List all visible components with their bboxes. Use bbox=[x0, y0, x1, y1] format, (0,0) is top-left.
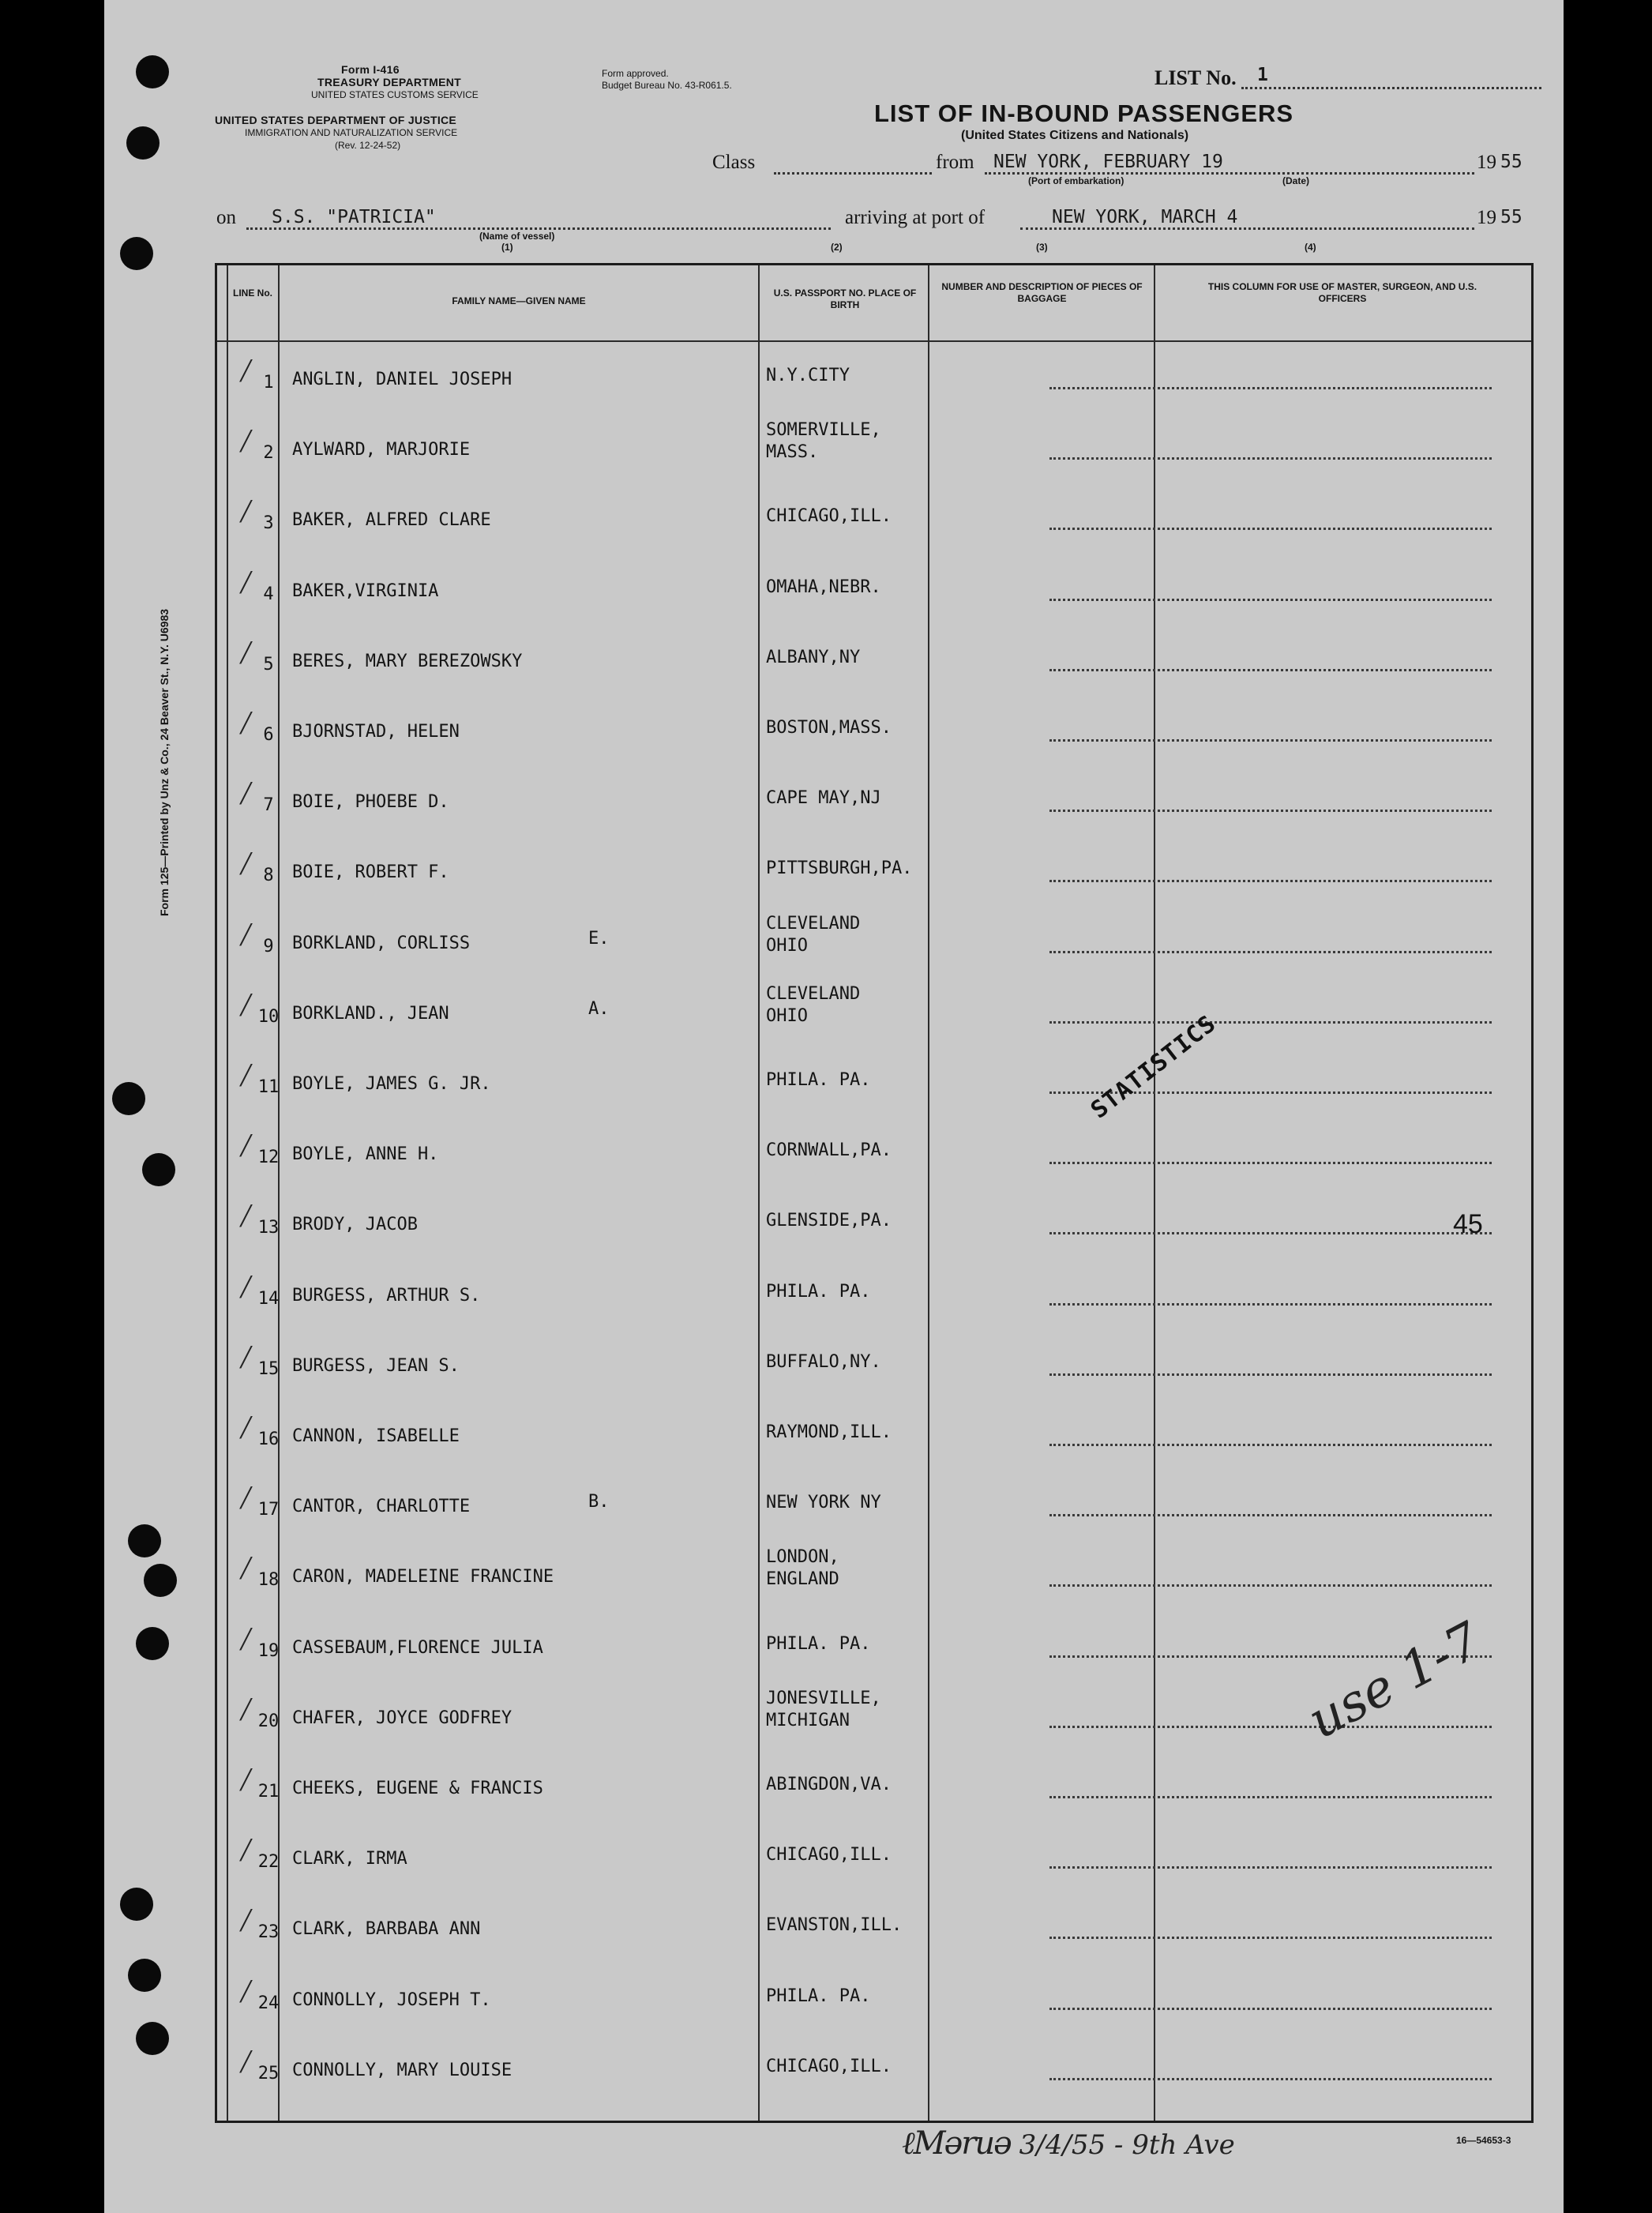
signature bbox=[902, 2125, 1235, 2162]
birthplace: NEW YORK NY bbox=[766, 1493, 881, 1513]
vessel-dots bbox=[246, 227, 831, 230]
from-year-prefix: 19 bbox=[1477, 152, 1496, 173]
check-mark: / bbox=[241, 1762, 250, 1798]
birthplace: CAPE MAY,NJ bbox=[766, 788, 881, 809]
footer-code: 16—54653-3 bbox=[1456, 2135, 1511, 2146]
passenger-name: CANNON, ISABELLE bbox=[292, 1426, 460, 1446]
row-dotted-line bbox=[1049, 599, 1492, 601]
from-year-suffix: 55 bbox=[1500, 152, 1522, 172]
passenger-name: CLARK, IRMA bbox=[292, 1849, 407, 1869]
punch-hole bbox=[126, 126, 160, 160]
row-dotted-line bbox=[1049, 1232, 1492, 1234]
line-number: 19 bbox=[257, 1640, 280, 1661]
check-mark: / bbox=[241, 1832, 250, 1869]
line-number: 9 bbox=[263, 936, 274, 956]
check-mark: / bbox=[241, 705, 250, 742]
check-mark: / bbox=[241, 846, 250, 883]
arriving-dots bbox=[1020, 227, 1474, 230]
row-dotted-line bbox=[1049, 880, 1492, 882]
passenger-name: CARON, MADELEINE FRANCINE bbox=[292, 1567, 554, 1587]
punch-hole bbox=[144, 1564, 177, 1597]
passenger-name: CASSEBAUM,FLORENCE JULIA bbox=[292, 1637, 543, 1658]
row-dotted-line bbox=[1049, 951, 1492, 953]
passenger-name: CLARK, BARBABA ANN bbox=[292, 1919, 481, 1940]
line-number: 17 bbox=[257, 1500, 280, 1520]
table-row bbox=[217, 2035, 1531, 2105]
table-row bbox=[217, 1119, 1531, 1189]
line-number: 23 bbox=[257, 1922, 280, 1943]
from-label: from bbox=[936, 152, 974, 173]
passenger-name: BOIE, PHOEBE D. bbox=[292, 792, 449, 813]
birthplace: GLENSIDE,PA. bbox=[766, 1211, 892, 1231]
row-dotted-line bbox=[1049, 387, 1492, 389]
check-mark: / bbox=[241, 776, 250, 813]
check-mark: / bbox=[241, 1973, 250, 2010]
birthplace: JONESVILLE, MICHIGAN bbox=[766, 1688, 881, 1730]
line-number: 25 bbox=[257, 2063, 280, 2083]
passenger-name: BURGESS, JEAN S. bbox=[292, 1355, 460, 1376]
birthplace: BOSTON,MASS. bbox=[766, 718, 892, 738]
passenger-name: CANTOR, CHARLOTTE bbox=[292, 1497, 471, 1517]
birthplace: EVANSTON,ILL. bbox=[766, 1915, 903, 1936]
row-dotted-line bbox=[1049, 1796, 1492, 1798]
table-row bbox=[217, 1049, 1531, 1118]
check-mark: / bbox=[241, 564, 250, 601]
side-print: Form 125—Printed by Unz & Co., 24 Beaver St., N.Y. U6983 bbox=[158, 608, 171, 916]
arrive-year-prefix: 19 bbox=[1477, 207, 1496, 228]
punch-hole bbox=[136, 55, 169, 88]
table-row bbox=[217, 767, 1531, 836]
table-row bbox=[217, 1965, 1531, 2035]
check-mark: / bbox=[241, 1268, 250, 1306]
line-number: 18 bbox=[257, 1570, 280, 1591]
signature-scrawl: ℓMəruə bbox=[902, 2125, 1011, 2162]
vessel-col-num: (1) bbox=[501, 242, 513, 253]
birthplace: OMAHA,NEBR. bbox=[766, 577, 881, 597]
page-subtitle: (United States Citizens and Nationals) bbox=[961, 129, 1189, 142]
row-dotted-line bbox=[1049, 457, 1492, 460]
birthplace: CHICAGO,ILL. bbox=[766, 1845, 892, 1865]
list-no-value: 1 bbox=[1257, 65, 1268, 85]
birthplace: CORNWALL,PA. bbox=[766, 1140, 892, 1161]
passenger-name: BRODY, JACOB bbox=[292, 1215, 418, 1235]
table-row bbox=[217, 1401, 1531, 1471]
line-number: 15 bbox=[257, 1358, 280, 1379]
table-row bbox=[217, 979, 1531, 1048]
line-number: 2 bbox=[263, 443, 274, 464]
row-dotted-line bbox=[1049, 810, 1492, 812]
table-row bbox=[217, 1542, 1531, 1611]
line-number: 7 bbox=[263, 795, 274, 816]
line-number: 13 bbox=[257, 1218, 280, 1238]
table-row bbox=[217, 837, 1531, 907]
table-row bbox=[217, 908, 1531, 978]
passenger-name: BORKLAND., JEAN bbox=[292, 1003, 449, 1024]
passenger-name: BURGESS, ARTHUR S. bbox=[292, 1285, 481, 1306]
row-dotted-line bbox=[1049, 1584, 1492, 1587]
birthplace: PHILA. PA. bbox=[766, 1633, 871, 1654]
check-mark: / bbox=[241, 1691, 250, 1728]
statistics-stamp: STATISTICS bbox=[1086, 1009, 1222, 1125]
passenger-name: BOYLE, JAMES G. JR. bbox=[292, 1074, 491, 1094]
signature-date: 3/4/55 - 9th Ave bbox=[1019, 2129, 1235, 2161]
passenger-name: AYLWARD, MARJORIE bbox=[292, 440, 471, 460]
list-no-dots bbox=[1241, 87, 1541, 89]
birthplace: RAYMOND,ILL. bbox=[766, 1422, 892, 1442]
birthplace: LONDON, ENGLAND bbox=[766, 1547, 839, 1590]
form-approved: Form approved. bbox=[602, 68, 669, 79]
table-row bbox=[217, 1261, 1531, 1330]
vessel-caption: (Name of vessel) bbox=[479, 231, 555, 242]
row-dotted-line bbox=[1049, 1866, 1492, 1869]
row-dotted-line bbox=[1049, 2078, 1492, 2080]
check-mark: / bbox=[241, 1339, 250, 1376]
col-num-3: (3) bbox=[1036, 242, 1048, 253]
table-row bbox=[217, 1331, 1531, 1400]
row-dotted-line bbox=[1049, 1444, 1492, 1446]
col-header-passport: U.S. PASSPORT NO. PLACE OF BIRTH bbox=[773, 287, 917, 310]
passenger-name: BOIE, ROBERT F. bbox=[292, 862, 449, 883]
table-row bbox=[217, 1753, 1531, 1823]
page-title: LIST OF IN-BOUND PASSENGERS bbox=[874, 100, 1294, 127]
punch-hole bbox=[112, 1082, 145, 1115]
line-number: 12 bbox=[257, 1148, 280, 1168]
middle-initial: B. bbox=[588, 1492, 610, 1512]
passenger-name: CHEEKS, EUGENE & FRANCIS bbox=[292, 1779, 543, 1798]
list-no-label: LIST No. bbox=[1155, 66, 1237, 89]
passenger-name: BAKER,VIRGINIA bbox=[292, 580, 439, 601]
line-number: 1 bbox=[263, 373, 274, 393]
punch-hole bbox=[120, 237, 153, 270]
punch-hole bbox=[136, 2022, 169, 2055]
line-number: 24 bbox=[257, 1993, 280, 2013]
row-dotted-line bbox=[1049, 739, 1492, 742]
check-mark: / bbox=[241, 986, 250, 1024]
table-row bbox=[217, 1613, 1531, 1682]
passenger-table bbox=[215, 263, 1534, 2123]
line-number: 4 bbox=[263, 584, 274, 604]
table-row bbox=[217, 344, 1531, 414]
punch-hole bbox=[128, 1524, 161, 1557]
officer-number: 45 bbox=[1453, 1209, 1483, 1239]
passenger-name: BOYLE, ANNE H. bbox=[292, 1144, 439, 1165]
document-page bbox=[104, 0, 1564, 2213]
on-label: on bbox=[216, 207, 236, 228]
row-dotted-line bbox=[1049, 1021, 1492, 1024]
line-number: 3 bbox=[263, 513, 274, 534]
immigration-service: IMMIGRATION AND NATURALIZATION SERVICE bbox=[245, 127, 458, 138]
port-embarkation-caption: (Port of embarkation) bbox=[1028, 175, 1124, 186]
line-number: 10 bbox=[257, 1006, 280, 1027]
vessel-name: S.S. "PATRICIA" bbox=[272, 207, 436, 227]
check-mark: / bbox=[241, 1550, 250, 1587]
arrival-port-date: NEW YORK, MARCH 4 bbox=[1052, 207, 1238, 227]
line-number: 22 bbox=[257, 1852, 280, 1873]
line-number: 16 bbox=[257, 1430, 280, 1449]
middle-initial: E. bbox=[588, 928, 610, 949]
check-mark: / bbox=[241, 1058, 250, 1094]
punch-hole bbox=[142, 1153, 175, 1186]
budget-bureau: Budget Bureau No. 43-R061.5. bbox=[602, 80, 732, 91]
punch-hole bbox=[136, 1627, 169, 1660]
punch-hole bbox=[128, 1959, 161, 1992]
from-dots bbox=[985, 172, 1474, 175]
check-mark: / bbox=[241, 353, 250, 389]
line-number: 14 bbox=[257, 1288, 280, 1309]
check-mark: / bbox=[241, 423, 250, 460]
col-num-4: (4) bbox=[1305, 242, 1316, 253]
row-dotted-line bbox=[1049, 1514, 1492, 1516]
row-dotted-line bbox=[1049, 2008, 1492, 2010]
passenger-name: BERES, MARY BEREZOWSKY bbox=[292, 651, 523, 671]
birthplace: ALBANY,NY bbox=[766, 647, 861, 667]
handwritten-note: use 1-7 bbox=[1299, 1611, 1491, 1751]
birthplace: PHILA. PA. bbox=[766, 1070, 871, 1090]
line-number: 5 bbox=[263, 654, 274, 674]
check-mark: / bbox=[241, 1128, 250, 1165]
table-row bbox=[217, 626, 1531, 696]
row-dotted-line bbox=[1049, 528, 1492, 530]
birthplace: PHILA. PA. bbox=[766, 1281, 871, 1302]
arrive-year-suffix: 55 bbox=[1500, 207, 1522, 227]
embark-port-date: NEW YORK, FEBRUARY 19 bbox=[993, 152, 1223, 172]
table-row bbox=[217, 1189, 1531, 1259]
revision-date: (Rev. 12-24-52) bbox=[335, 140, 401, 151]
arriving-label: arriving at port of bbox=[845, 207, 986, 228]
check-mark: / bbox=[241, 916, 250, 953]
passenger-name: ANGLIN, DANIEL JOSEPH bbox=[292, 370, 512, 389]
form-number: Form I-416 bbox=[341, 63, 400, 76]
birthplace: CLEVELAND OHIO bbox=[766, 913, 861, 956]
birthplace: CHICAGO,ILL. bbox=[766, 2056, 892, 2076]
line-number: 6 bbox=[263, 725, 274, 745]
line-number: 20 bbox=[257, 1711, 280, 1731]
passenger-name: CONNOLLY, JOSEPH T. bbox=[292, 1989, 491, 2010]
row-dotted-line bbox=[1049, 1373, 1492, 1376]
check-mark: / bbox=[241, 1480, 250, 1517]
passenger-name: CHAFER, JOYCE GODFREY bbox=[292, 1708, 512, 1728]
check-mark: / bbox=[241, 494, 250, 531]
table-row bbox=[217, 485, 1531, 554]
birthplace: BUFFALO,NY. bbox=[766, 1351, 881, 1372]
birthplace: N.Y.CITY bbox=[766, 366, 850, 385]
table-row bbox=[217, 1471, 1531, 1541]
col-num-2: (2) bbox=[831, 242, 843, 253]
table-row bbox=[217, 1894, 1531, 1963]
passenger-name: BAKER, ALFRED CLARE bbox=[292, 510, 491, 531]
table-row bbox=[217, 556, 1531, 626]
date-caption: (Date) bbox=[1282, 175, 1310, 186]
col-header-officers: THIS COLUMN FOR USE OF MASTER, SURGEON, AND U.S. OFFICERS bbox=[1207, 281, 1477, 304]
row-dotted-line bbox=[1049, 1162, 1492, 1164]
treasury-department: TREASURY DEPARTMENT bbox=[317, 76, 462, 88]
class-dots bbox=[774, 172, 932, 175]
passenger-name: BORKLAND, CORLISS bbox=[292, 933, 471, 953]
row-dotted-line bbox=[1049, 669, 1492, 671]
birthplace: CHICAGO,ILL. bbox=[766, 506, 892, 527]
check-mark: / bbox=[241, 1621, 250, 1658]
line-number: 21 bbox=[257, 1782, 280, 1802]
row-dotted-line bbox=[1049, 1937, 1492, 1939]
line-number: 11 bbox=[257, 1077, 280, 1097]
class-label: Class bbox=[712, 152, 756, 173]
table-row bbox=[217, 697, 1531, 766]
birthplace: PITTSBURGH,PA. bbox=[766, 859, 913, 879]
punch-hole bbox=[120, 1888, 153, 1921]
customs-service: UNITED STATES CUSTOMS SERVICE bbox=[311, 89, 479, 100]
col-header-name: FAMILY NAME—GIVEN NAME bbox=[452, 295, 586, 306]
birthplace: ABINGDON,VA. bbox=[766, 1775, 892, 1794]
birthplace: PHILA. PA. bbox=[766, 1986, 871, 2006]
check-mark: / bbox=[241, 634, 250, 671]
table-row bbox=[217, 415, 1531, 484]
department-of-justice: UNITED STATES DEPARTMENT OF JUSTICE bbox=[215, 114, 457, 126]
col-header-line: LINE No. bbox=[233, 287, 272, 299]
table-row bbox=[217, 1824, 1531, 1893]
middle-initial: A. bbox=[588, 998, 610, 1019]
birthplace: SOMERVILLE, MASS. bbox=[766, 420, 881, 463]
check-mark: / bbox=[241, 2043, 250, 2080]
passenger-name: BJORNSTAD, HELEN bbox=[292, 722, 460, 742]
col-header-baggage: NUMBER AND DESCRIPTION OF PIECES OF BAGGAGE bbox=[941, 281, 1143, 304]
passenger-name: CONNOLLY, MARY LOUISE bbox=[292, 2060, 512, 2080]
line-number: 8 bbox=[263, 866, 274, 886]
check-mark: / bbox=[241, 1198, 250, 1235]
birthplace: CLEVELAND OHIO bbox=[766, 983, 861, 1026]
check-mark: / bbox=[241, 1903, 250, 1940]
row-dotted-line bbox=[1049, 1303, 1492, 1306]
row-dotted-line bbox=[1049, 1726, 1492, 1728]
check-mark: / bbox=[241, 1410, 250, 1446]
